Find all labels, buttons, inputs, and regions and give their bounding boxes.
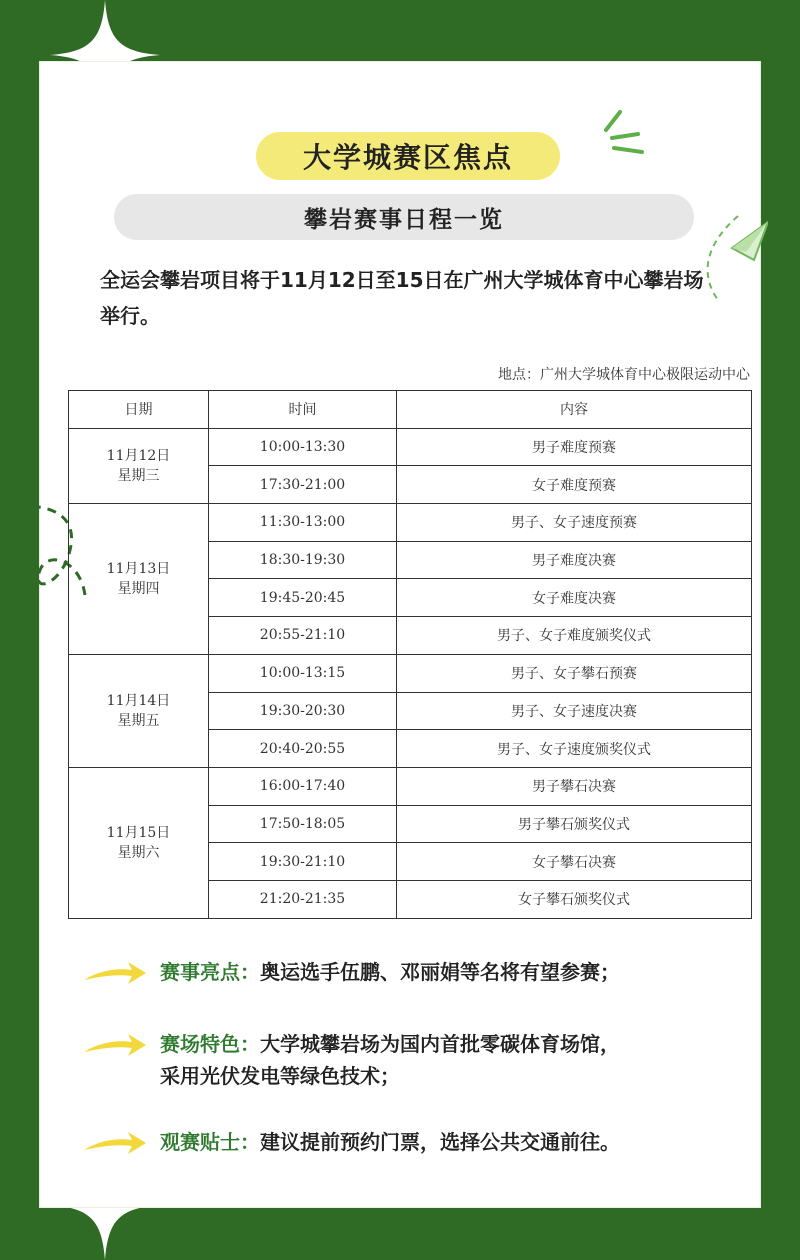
- time-cell: 11:30-13:00: [209, 504, 397, 542]
- table-row: [69, 654, 752, 692]
- content-cell: 男子、女子难度颁奖仪式: [397, 617, 752, 655]
- date-text: 11月15日: [106, 824, 171, 841]
- content-cell: 男子攀石颁奖仪式: [397, 805, 752, 843]
- highlight-text: [160, 1126, 720, 1158]
- content-cell: 女子攀石颁奖仪式: [397, 880, 752, 918]
- content-cell: 男子、女子速度决赛: [397, 692, 752, 730]
- highlight-line-1: 大学城攀岩场为国内首批零碳体育场馆，: [260, 1032, 620, 1056]
- yellow-arrow-icon: [82, 1032, 148, 1062]
- time-cell: 17:30-21:00: [209, 466, 397, 504]
- date-cell: [69, 767, 209, 918]
- sparkle-lines-icon: [600, 108, 650, 162]
- date-text: 11月14日: [106, 692, 171, 709]
- time-cell: 19:30-20:30: [209, 692, 397, 730]
- yellow-arrow-icon: [82, 960, 148, 990]
- date-text: 11月13日: [106, 560, 171, 577]
- time-cell: 20:55-21:10: [209, 617, 397, 655]
- content-cell: 女子难度预赛: [397, 466, 752, 504]
- date-cell: [69, 428, 209, 503]
- time-cell: 21:20-21:35: [209, 880, 397, 918]
- content-cell: 男子攀石决赛: [397, 767, 752, 805]
- content-cell: 男子、女子速度颁奖仪式: [397, 730, 752, 768]
- highlight-label: 观赛贴士：: [160, 1130, 260, 1154]
- column-header-date: 日期: [69, 391, 209, 429]
- content-cell: 男子难度预赛: [397, 428, 752, 466]
- time-cell: 19:30-21:10: [209, 843, 397, 881]
- weekday-text: 星期四: [117, 580, 160, 597]
- time-cell: 19:45-20:45: [209, 579, 397, 617]
- table-row: [69, 767, 752, 805]
- time-cell: 18:30-19:30: [209, 541, 397, 579]
- highlight-text: [160, 1028, 720, 1092]
- intro-paragraph: 全运会攀岩项目将于11月12日至15日在广州大学城体育中心攀岩场举行。: [100, 268, 704, 328]
- weekday-text: 星期六: [117, 844, 160, 861]
- content-cell: 女子难度决赛: [397, 579, 752, 617]
- table-row: [69, 504, 752, 542]
- highlight-label: 赛场特色：: [160, 1032, 260, 1056]
- page-title: 大学城赛区焦点: [256, 132, 560, 180]
- content-cell: 男子、女子速度预赛: [397, 504, 752, 542]
- time-cell: 17:50-18:05: [209, 805, 397, 843]
- content-cell: 女子攀石决赛: [397, 843, 752, 881]
- time-cell: 16:00-17:40: [209, 767, 397, 805]
- schedule-location: 地点：广州大学城体育中心极限运动中心: [498, 367, 750, 383]
- page-subtitle: 攀岩赛事日程一览: [114, 194, 694, 240]
- column-header-content: 内容: [397, 391, 752, 429]
- date-text: 11月12日: [106, 447, 171, 464]
- weekday-text: 星期五: [117, 712, 160, 729]
- time-cell: 10:00-13:15: [209, 654, 397, 692]
- time-cell: 10:00-13:30: [209, 428, 397, 466]
- highlight-label: 赛事亮点：: [160, 960, 260, 984]
- date-cell: [69, 654, 209, 767]
- time-cell: 20:40-20:55: [209, 730, 397, 768]
- yellow-arrow-icon: [82, 1130, 148, 1160]
- date-cell: [69, 504, 209, 655]
- highlight-text: [160, 956, 720, 988]
- highlight-line-2: 采用光伏发电等绿色技术；: [160, 1064, 400, 1088]
- table-header-row: [69, 391, 752, 429]
- content-cell: 男子难度决赛: [397, 541, 752, 579]
- weekday-text: 星期三: [117, 467, 160, 484]
- table-row: [69, 428, 752, 466]
- highlight-line-1: 奥运选手伍鹏、邓丽娟等名将有望参赛；: [260, 960, 620, 984]
- schedule-table: [68, 390, 752, 919]
- content-cell: 男子、女子攀石预赛: [397, 654, 752, 692]
- highlight-line-1: 建议提前预约门票，选择公共交通前往。: [260, 1130, 620, 1154]
- column-header-time: 时间: [209, 391, 397, 429]
